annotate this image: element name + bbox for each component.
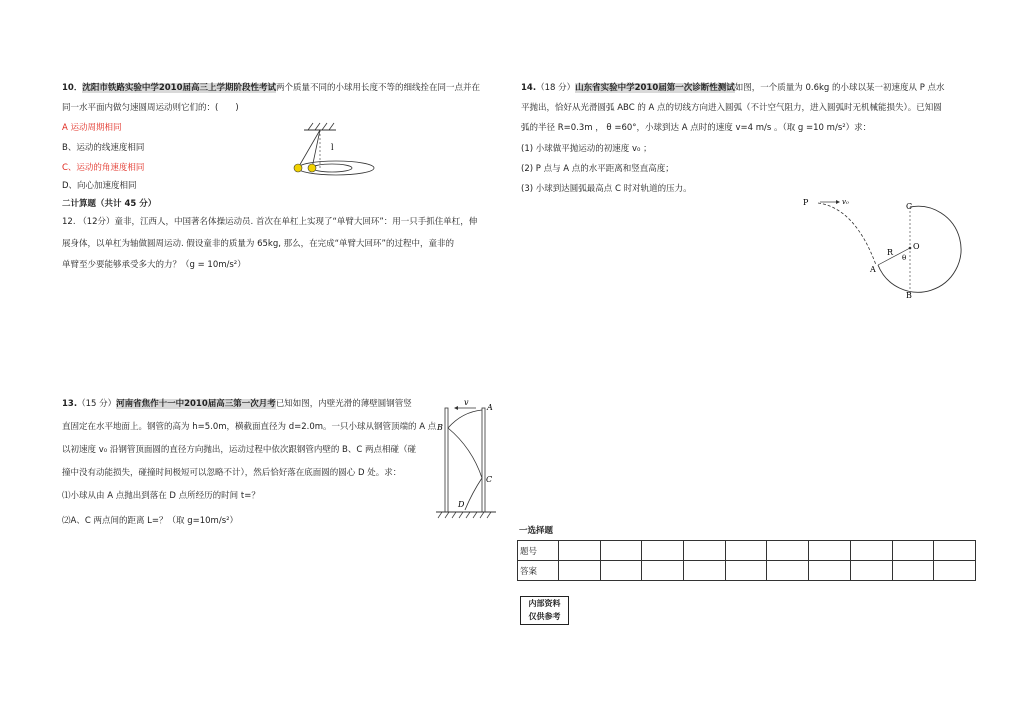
q14-label-v0: v₀ <box>842 198 849 206</box>
answer-cell[interactable] <box>767 541 809 561</box>
q10-stem-rest: 两个质量不同的小球用长度不等的细线拴在同一点并在 <box>276 83 481 93</box>
answer-cell[interactable] <box>559 541 601 561</box>
q14-question2: (2) P 点与 A 点的水平距离和竖直高度； <box>521 164 674 174</box>
q10-option-a: A 运动周期相同 <box>62 123 122 133</box>
q12-line2: 展身体，以单杠为轴做圆周运动. 假设童非的质量为 65kg, 那么，在完成“单臂大回环”的过程中，童非的 <box>62 239 454 249</box>
q14-label-p: P <box>803 198 809 207</box>
answer-cell[interactable] <box>642 561 684 581</box>
q10-source: 沈阳市铁路实验中学2010届高三上学期阶段性考试 <box>82 83 277 93</box>
q10-option-c: C、运动的角速度相同 <box>62 163 145 173</box>
q12-line3: 单臂至少要能够承受多大的力？（g = 10m/s²） <box>62 260 246 270</box>
q14-line2: 平抛出，恰好从光滑圆弧 ABC 的 A 点的切线方向进入圆弧（不计空气阻力，进入圆弧时无机械能损失）。已知圆 <box>521 103 942 113</box>
answer-table-answer-label: 答案 <box>518 561 559 581</box>
stamp-line1: 内部资料 <box>528 599 561 608</box>
answer-cell[interactable] <box>684 561 726 581</box>
answer-cell[interactable] <box>642 541 684 561</box>
answer-table-answer-row <box>518 561 976 581</box>
answer-cell[interactable] <box>934 541 976 561</box>
answer-table-number-label: 题号 <box>518 541 559 561</box>
stamp-line2: 仅供参考 <box>528 612 561 621</box>
q14-label-a: A <box>870 265 876 274</box>
q13-line3: 以初速度 v₀ 沿钢管顶面圆的直径方向抛出，运动过程中依次跟钢管内壁的 B、C 两点相碰（碰 <box>62 445 417 455</box>
answer-cell[interactable] <box>559 561 601 581</box>
q14-label-r: R <box>887 248 894 257</box>
answer-cell[interactable] <box>850 541 892 561</box>
q13-steel-tube-figure <box>432 398 502 520</box>
answer-cell[interactable] <box>934 561 976 581</box>
q10-stem-line1 <box>62 78 480 98</box>
answer-cell[interactable] <box>600 541 642 561</box>
q13-question2: ⑵A、C 两点间的距离 L=？（取 g=10m/s²） <box>62 516 239 526</box>
q14-source: 山东省实验中学2010届第一次诊断性测试 <box>575 83 735 93</box>
internal-material-stamp <box>520 596 569 625</box>
q10-figure-label-l: l <box>331 143 334 152</box>
q13-label-v: v <box>464 398 469 407</box>
q12-line1: 12. （12分）童非，江西人，中国著名体操运动员. 首次在单杠上实现了“单臂大回环”：用一只手抓住单杠，伸 <box>62 217 478 227</box>
q14-stem-line1 <box>521 78 945 98</box>
q13-line4: 撞中没有动能损失，碰撞时间极短可以忽略不计），然后恰好落在底面圆的圆心 D 处。求： <box>62 468 402 478</box>
q10-number: 10． <box>62 83 83 93</box>
q10-option-b: B、运动的线速度相同 <box>62 143 145 153</box>
q14-number: 14. <box>521 83 537 93</box>
q10-stem-line2: 同一水平面内做匀速圆周运动则它们的：( ) <box>62 103 239 113</box>
q14-line3: 弧的半径 R=0.3m ， θ =60°，小球到达 A 点时的速度 v=4 m/s 。（取 g =10 m/s²）求： <box>521 123 872 133</box>
q13-label-c: C <box>486 475 493 484</box>
answer-cell[interactable] <box>767 561 809 581</box>
q14-points: （18 分） <box>536 83 576 93</box>
answer-cell[interactable] <box>809 541 851 561</box>
q13-number: 13. <box>62 399 78 409</box>
q14-arc-figure <box>800 192 960 302</box>
answer-cell[interactable] <box>809 561 851 581</box>
q13-label-d: D <box>458 500 465 509</box>
q13-question1: ⑴小球从由 A 点抛出到落在 D 点所经历的时间 t=？ <box>62 491 260 501</box>
answer-cell[interactable] <box>892 541 934 561</box>
q10-option-d: D、向心加速度相同 <box>62 181 137 191</box>
q14-question3: (3) 小球到达圆弧最高点 C 时对轨道的压力。 <box>521 184 692 194</box>
answer-cell[interactable] <box>684 541 726 561</box>
q13-label-b: B <box>437 423 443 432</box>
answer-cell[interactable] <box>725 561 767 581</box>
answer-cell[interactable] <box>850 561 892 581</box>
q13-points: （15 分） <box>77 399 117 409</box>
q13-line2: 直固定在水平地面上。钢管的高为 h=5.0m，横截面直径为 d=2.0m。一只小球从钢管顶端的 A 点 <box>62 422 437 432</box>
q14-question1: (1) 小球做平抛运动的初速度 v₀ ； <box>521 144 652 154</box>
answer-table-number-row <box>518 541 976 561</box>
q14-stem-rest: 如图，一个质量为 0.6kg 的小球以某一初速度从 P 点水 <box>734 83 945 93</box>
answer-table-title: 一选择题 <box>519 526 554 536</box>
q14-label-b: B <box>906 291 912 300</box>
q14-label-theta: θ <box>902 254 907 262</box>
answer-table <box>517 540 976 581</box>
section2-heading: 二计算题（共计 45 分） <box>62 199 157 209</box>
answer-cell[interactable] <box>725 541 767 561</box>
q13-stem-rest: 已知如图，内壁光滑的薄壁圆钢管竖 <box>275 399 412 409</box>
q10-conical-pendulum-figure <box>290 118 370 188</box>
q14-label-c: C <box>906 202 913 211</box>
q13-source: 河南省焦作十一中2010届高三第一次月考 <box>116 399 276 409</box>
q13-label-a: A <box>487 403 493 412</box>
answer-cell[interactable] <box>892 561 934 581</box>
q14-label-o: O <box>913 242 920 251</box>
q13-stem-line1 <box>62 394 412 414</box>
answer-cell[interactable] <box>600 561 642 581</box>
